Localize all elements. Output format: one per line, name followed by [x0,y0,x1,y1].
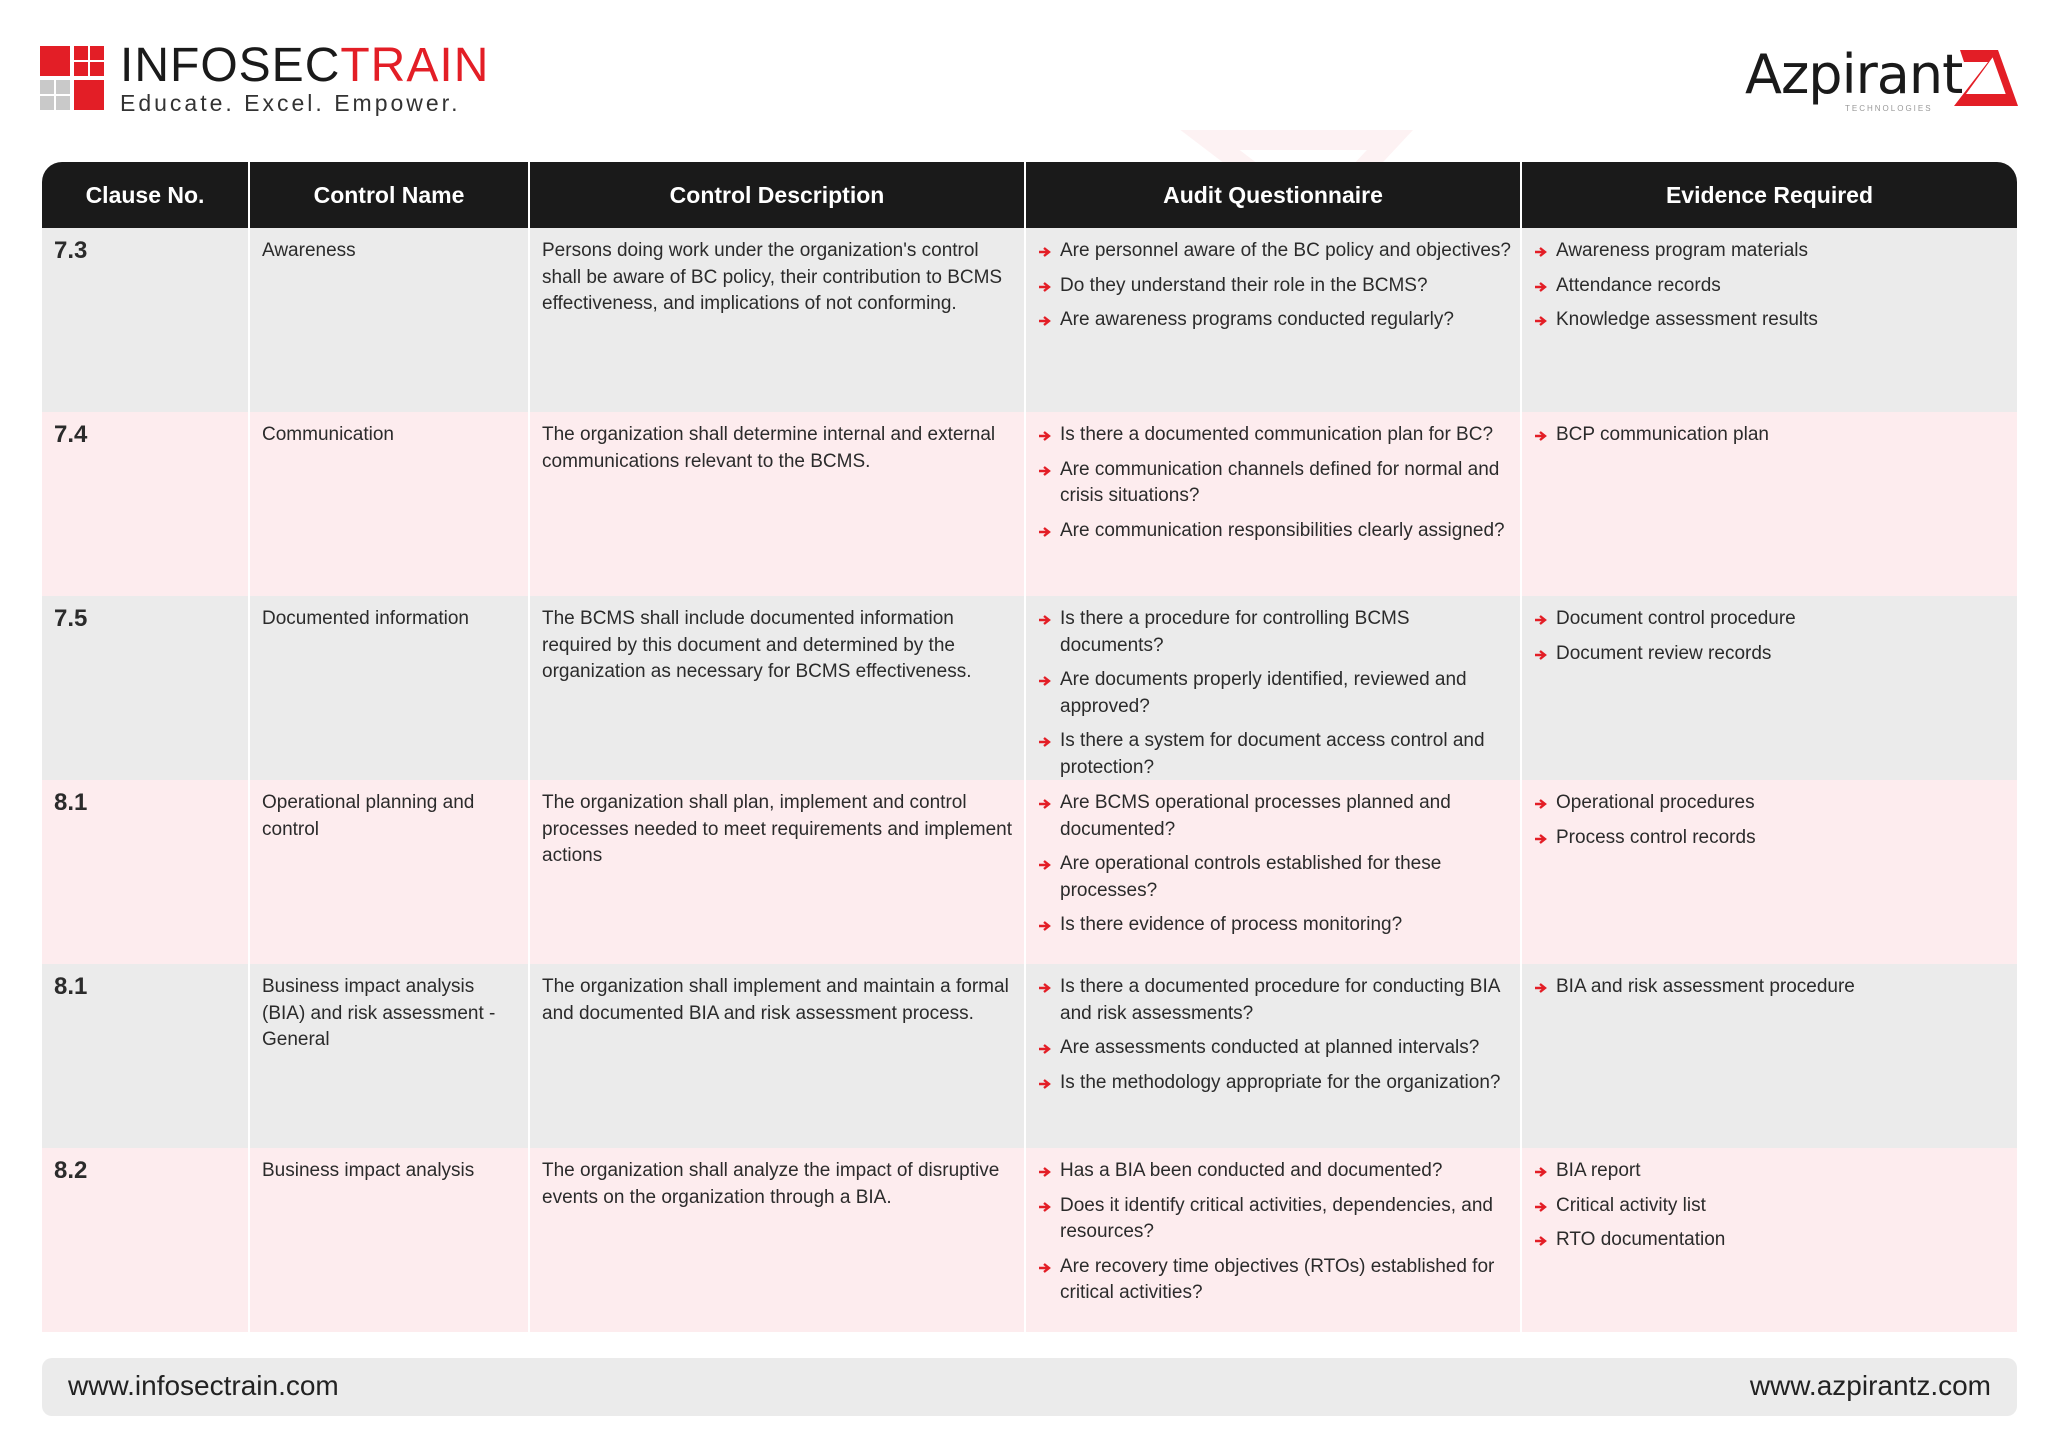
arrow-right-icon [1038,245,1052,259]
evidence-list [1522,228,2017,412]
evidence-item: Attendance records [1534,273,2009,300]
control-name: Business impact analysis (BIA) and risk assessment - General [250,964,530,1148]
evidence-item: Operational procedures [1534,790,2009,817]
audit-table [42,162,2017,1332]
arrow-right-icon [1038,525,1052,539]
table-row [42,1148,2017,1332]
arrow-right-icon [1038,797,1052,811]
question-item: Is there a procedure for controlling BCMS documents? [1038,606,1512,659]
question-item: Are recovery time objectives (RTOs) established for critical activities? [1038,1254,1512,1307]
header-audit-questionnaire: Audit Questionnaire [1026,162,1522,228]
arrow-right-icon [1038,735,1052,749]
infosectrain-website-link[interactable]: www.infosectrain.com [68,1370,339,1401]
arrow-right-icon [1038,1200,1052,1214]
arrow-right-icon [1038,314,1052,328]
header-control-description: Control Description [530,162,1026,228]
evidence-item: Awareness program materials [1534,238,2009,265]
audit-questions [1026,228,1522,412]
arrow-right-icon [1534,1165,1548,1179]
arrow-right-icon [1038,858,1052,872]
arrow-right-icon [1534,429,1548,443]
question-item: Are assessments conducted at planned intervals? [1038,1035,1512,1062]
clause-number: 7.3 [42,228,250,412]
question-item: Are operational controls established for these processes? [1038,851,1512,904]
arrow-right-icon [1038,1165,1052,1179]
infosectrain-logo-icon [40,42,108,110]
control-description: Persons doing work under the organization's control shall be aware of BC policy, their contribution to BCMS effectiveness, and implications of not conforming. [530,228,1026,412]
infosectrain-brand-name: INFOSECTRAIN [120,39,490,92]
arrow-right-icon [1038,429,1052,443]
evidence-item: Critical activity list [1534,1193,2009,1220]
arrow-right-icon [1038,1261,1052,1275]
arrow-right-icon [1038,674,1052,688]
arrow-right-icon [1038,613,1052,627]
audit-questions [1026,780,1522,964]
evidence-list [1522,596,2017,780]
header-evidence-required: Evidence Required [1665,181,1874,208]
table-row [42,964,2017,1148]
evidence-list [1522,1148,2017,1332]
evidence-item: RTO documentation [1534,1227,2009,1254]
clause-number: 8.1 [42,780,250,964]
arrow-right-icon [1534,245,1548,259]
clause-number: 7.4 [42,412,250,596]
audit-questions [1026,1148,1522,1332]
evidence-list [1522,780,2017,964]
question-item: Are communication channels defined for normal and crisis situations? [1038,457,1512,510]
evidence-item: Knowledge assessment results [1534,307,2009,334]
question-item: Are personnel aware of the BC policy and objectives? [1038,238,1512,265]
arrow-right-icon [1038,280,1052,294]
arrow-right-icon [1038,1042,1052,1056]
arrow-right-icon [1534,832,1548,846]
evidence-item: BIA report [1534,1158,2009,1185]
header-clause-no: Clause No. [42,162,250,228]
table-header [42,162,2017,228]
audit-questions [1026,596,1522,780]
arrow-right-icon [1534,797,1548,811]
audit-questions [1026,964,1522,1148]
control-description: The organization shall plan, implement and control processes needed to meet requirements and implement actions [530,780,1026,964]
evidence-item: Document review records [1534,641,2009,668]
control-name: Operational planning and control [250,780,530,964]
question-item: Is there a documented communication plan for BC? [1038,422,1512,449]
arrow-right-icon [1534,1234,1548,1248]
question-item: Are awareness programs conducted regularly? [1038,307,1512,334]
arrow-right-icon [1534,314,1548,328]
control-name: Business impact analysis [250,1148,530,1332]
audit-questions [1026,412,1522,596]
control-description: The organization shall analyze the impact of disruptive events on the organization through a BIA. [530,1148,1026,1332]
question-item: Does it identify critical activities, dependencies, and resources? [1038,1193,1512,1246]
evidence-item: Process control records [1534,825,2009,852]
control-name: Awareness [250,228,530,412]
question-item: Are communication responsibilities clearly assigned? [1038,518,1512,545]
arrow-right-icon [1534,981,1548,995]
control-description: The organization shall implement and maintain a formal and documented BIA and risk assessment process. [530,964,1026,1148]
evidence-item: BCP communication plan [1534,422,2009,449]
table-row [42,596,2017,780]
question-item: Is there a system for document access control and protection? [1038,728,1512,781]
evidence-list [1522,412,2017,596]
azpirantz-logo-icon [1950,42,2020,112]
arrow-right-icon [1534,280,1548,294]
arrow-right-icon [1038,981,1052,995]
infosectrain-tagline: Educate. Excel. Empower. [120,90,461,116]
infosectrain-logo [40,38,490,118]
arrow-right-icon [1038,919,1052,933]
azpirantz-brand-name: Azpirant [1745,43,1963,106]
azpirantz-subtitle: TECHNOLOGIES [1845,104,1933,113]
question-item: Is there a documented procedure for conducting BIA and risk assessments? [1038,974,1512,1027]
azpirantz-logo [1745,40,2025,120]
arrow-right-icon [1038,464,1052,478]
page-header [0,0,2048,160]
table-row [42,780,2017,964]
control-description: The BCMS shall include documented information required by this document and determined by the organization as necessary for BCMS effectiveness. [530,596,1026,780]
clause-number: 7.5 [42,596,250,780]
clause-number: 8.1 [42,964,250,1148]
evidence-item: Document control procedure [1534,606,2009,633]
arrow-right-icon [1534,613,1548,627]
question-item: Are documents properly identified, reviewed and approved? [1038,667,1512,720]
question-item: Is the methodology appropriate for the organization? [1038,1070,1512,1097]
azpirantz-website-link[interactable]: www.azpirantz.com [1749,1370,1991,1401]
evidence-list [1522,964,2017,1148]
question-item: Are BCMS operational processes planned and documented? [1038,790,1512,843]
header-control-name: Control Name [250,162,530,228]
control-description: The organization shall determine internal and external communications relevant to the BCMS. [530,412,1026,596]
question-item: Has a BIA been conducted and documented? [1038,1158,1512,1185]
question-item: Is there evidence of process monitoring? [1038,912,1512,939]
evidence-item: BIA and risk assessment procedure [1534,974,2009,1001]
arrow-right-icon [1534,1200,1548,1214]
control-name: Documented information [250,596,530,780]
table-row [42,228,2017,412]
table-row [42,412,2017,596]
arrow-right-icon [1534,648,1548,662]
question-item: Do they understand their role in the BCMS? [1038,273,1512,300]
clause-number: 8.2 [42,1148,250,1332]
arrow-right-icon [1038,1077,1052,1091]
control-name: Communication [250,412,530,596]
page-footer [42,1358,2017,1416]
